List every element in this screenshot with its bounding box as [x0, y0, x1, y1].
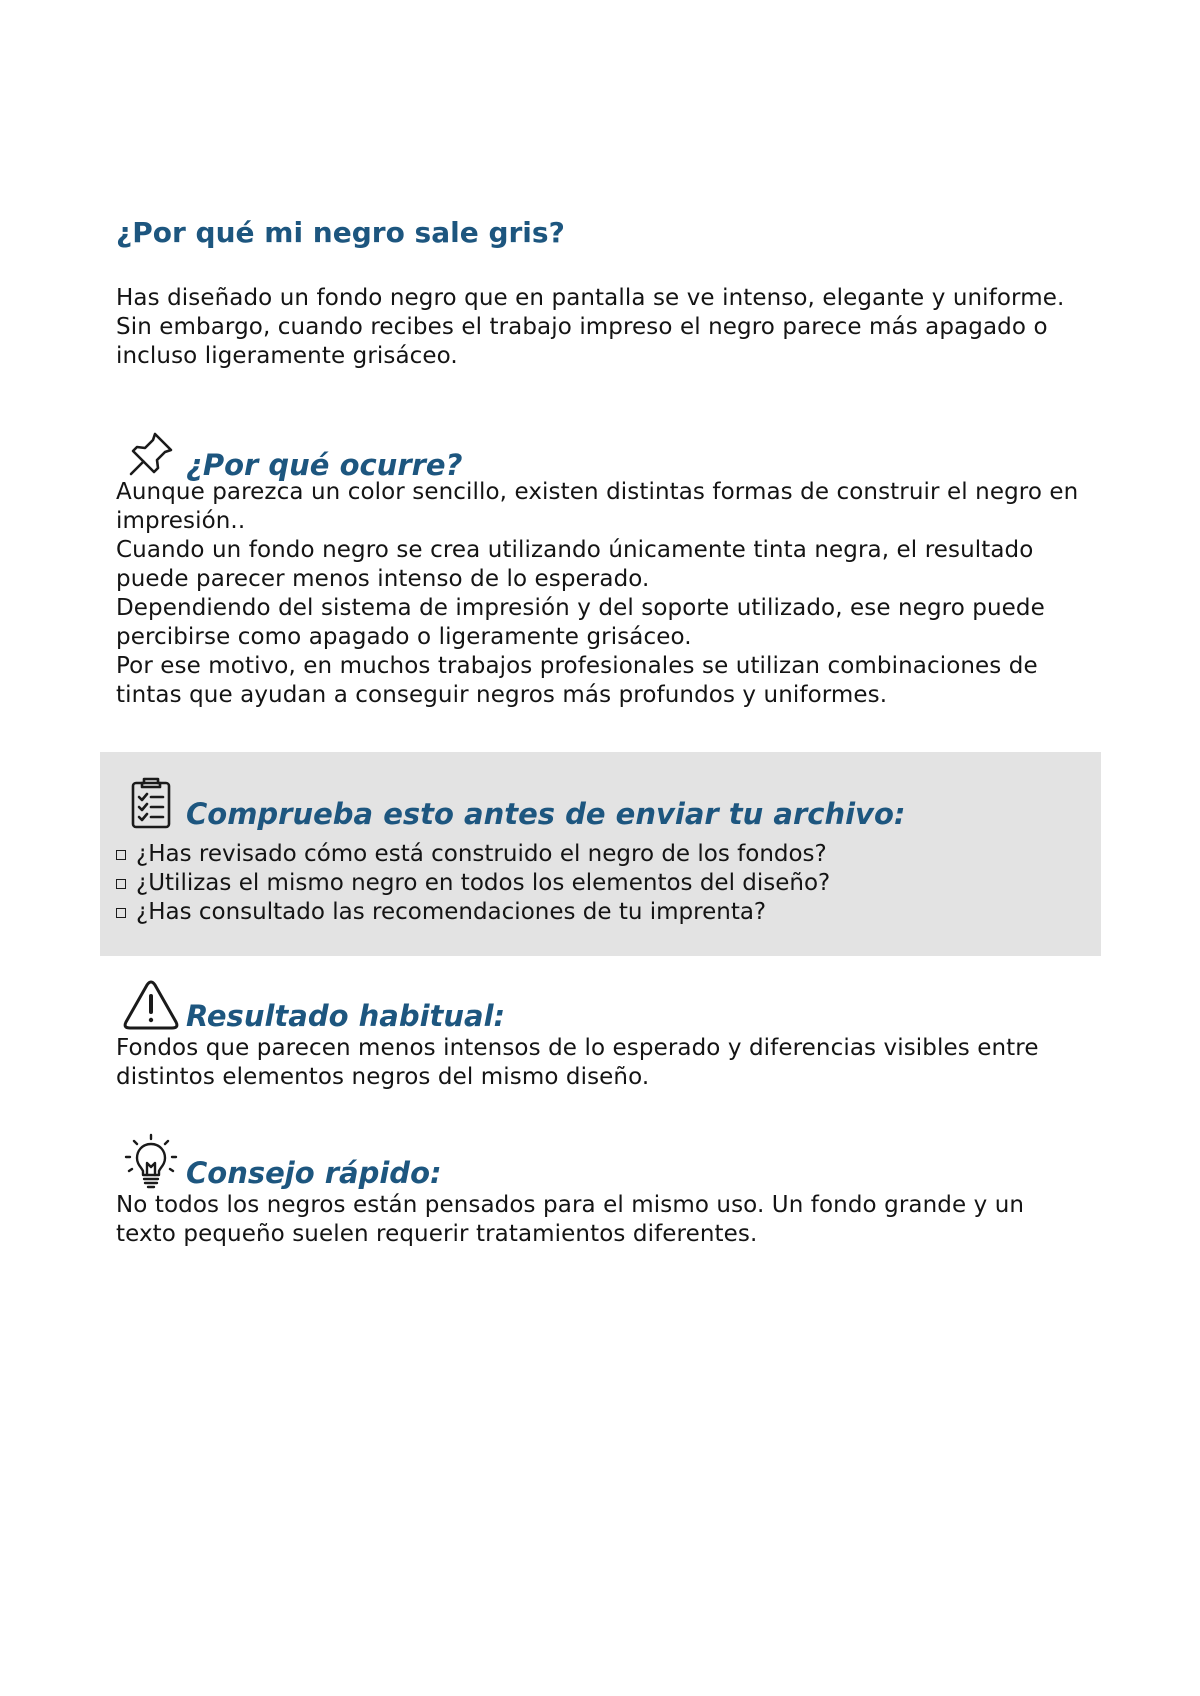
why-title: ¿Por qué ocurre? [186, 448, 463, 482]
tip-heading [116, 1132, 442, 1192]
page-title: ¿Por qué mi negro sale gris? [116, 216, 565, 249]
intro-paragraph: Has diseñado un fondo negro que en pantalla se ve intenso, elegante y uniforme. Sin embargo, cuando recibes el trabajo impreso el negro parece más apagado o incluso ligeramente grisáceo. [116, 285, 1065, 369]
checklist-heading [116, 773, 905, 833]
checklist-title: Comprueba esto antes de enviar tu archivo: [186, 797, 906, 831]
result-text: Fondos que parecen menos intensos de lo esperado y diferencias visibles entre distintos elementos negros del mismo diseño. [116, 1035, 1039, 1090]
tip-title: Consejo rápido: [186, 1156, 442, 1190]
checklist-item [116, 898, 830, 927]
bullet-square-icon [116, 908, 126, 918]
checklist-item [116, 869, 830, 898]
checklist [116, 840, 830, 927]
why-line: Cuando un fondo negro se crea utilizando únicamente tinta negra, el resultado puede parecer menos intenso de lo esperado. [116, 537, 1034, 592]
tip-text: No todos los negros están pensados para el mismo uso. Un fondo grande y un texto pequeño suelen requerir tratamientos diferentes. [116, 1192, 1025, 1247]
pushpin-icon [116, 424, 186, 484]
clipboard-checklist-icon [116, 773, 186, 833]
lightbulb-icon [116, 1132, 186, 1192]
warning-icon [116, 975, 186, 1035]
why-line: Dependiendo del sistema de impresión y del soporte utilizado, ese negro puede percibirse como apagado o ligeramente grisáceo. [116, 595, 1045, 650]
result-title: Resultado habitual: [186, 999, 506, 1033]
checklist-item-text: ¿Utilizas el mismo negro en todos los elementos del diseño? [136, 870, 831, 896]
checklist-item-text: ¿Has consultado las recomendaciones de tu imprenta? [136, 899, 767, 925]
checklist-item [116, 840, 830, 869]
result-heading [116, 975, 505, 1035]
bullet-square-icon [116, 879, 126, 889]
bullet-square-icon [116, 850, 126, 860]
why-heading [116, 424, 462, 484]
why-line: Aunque parezca un color sencillo, existen distintas formas de construir el negro en impresión.. [116, 479, 1079, 534]
why-line: Por ese motivo, en muchos trabajos profesionales se utilizan combinaciones de tintas que ayudan a conseguir negros más profundos y uniformes. [116, 653, 1038, 708]
checklist-item-text: ¿Has revisado cómo está construido el negro de los fondos? [136, 841, 827, 867]
result-body [116, 1034, 1086, 1092]
tip-body [116, 1191, 1086, 1249]
why-body [116, 478, 1086, 710]
